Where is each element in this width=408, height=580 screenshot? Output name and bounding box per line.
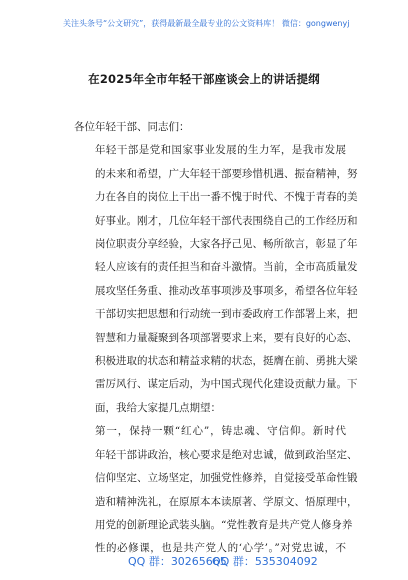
- header-promo-text: 关注头条号“公文研究”，获得最新最全最专业的公文资料库！ 微信：gongwenyj: [63, 19, 350, 28]
- document-title: 在2025年全市年轻干部座谈会上的讲话提纲: [88, 72, 320, 86]
- text-line: 积极进取的状态和精益求精的状态，挺膺在前、勇挑大梁: [95, 355, 358, 368]
- footer-qq-group-2: QQ 群：535304092: [212, 555, 318, 568]
- text-line: 年轻干部讲政治，核心要求是绝对忠诚，做到政治坚定、: [95, 448, 358, 461]
- text-line: 干部切实把思想和行动统一到市委政府工作部署上来，把: [95, 308, 358, 321]
- text-line: 年轻干部是党和国家事业发展的生力军，是我市发展: [95, 144, 346, 157]
- text-line: 展攻坚任务重、推动改革事项涉及事项多，希望各位年轻: [95, 284, 358, 297]
- text-line: 的未来和希望，广大年轻干部要珍惜机遇、振奋精神，努: [95, 167, 358, 180]
- text-line: 力在各自的岗位上干出一番不愧于时代、不愧于青春的美: [95, 191, 358, 204]
- text-line: 用党的创新理论武装头脑。“党性教育是共产党人修身养: [95, 518, 353, 531]
- text-line: 性的必修课，也是共产党人的‘心学’。”对党忠诚，不: [95, 542, 346, 555]
- paragraph-2: [74, 420, 358, 560]
- text-line: 岗位职责分享经验，大家各抒己见、畅所欲言，彰显了年: [95, 238, 358, 251]
- text-line: 造和精神洗礼，在原原本本读原著、学原文、悟原理中，: [95, 495, 358, 508]
- salutation: 各位年轻干部、同志们：: [74, 121, 190, 133]
- text-line: 第一，保持一颗“红心”，铸忠魂、守信仰。新时代: [95, 425, 346, 438]
- paragraph-1: [74, 139, 358, 420]
- document-body: [74, 116, 358, 561]
- text-line: 面，我给大家提几点期望：: [95, 401, 221, 414]
- text-line: 智慧和力量凝聚到各项部署要求上来，要有良好的心态、: [95, 331, 358, 344]
- text-line: 好事业。刚才，几位年轻干部代表围绕自己的工作经历和: [95, 214, 358, 227]
- text-line: 信仰坚定、立场坚定，加强党性修养，自觉接受革命性锻: [95, 472, 358, 485]
- footer-qq-group-1: QQ 群：30265665: [128, 555, 227, 568]
- text-line: 轻人应该有的责任担当和奋斗激情。当前，全市高质量发: [95, 261, 358, 274]
- text-line: 雷厉风行、谋定后动，为中国式现代化建设贡献力量。下: [95, 378, 358, 391]
